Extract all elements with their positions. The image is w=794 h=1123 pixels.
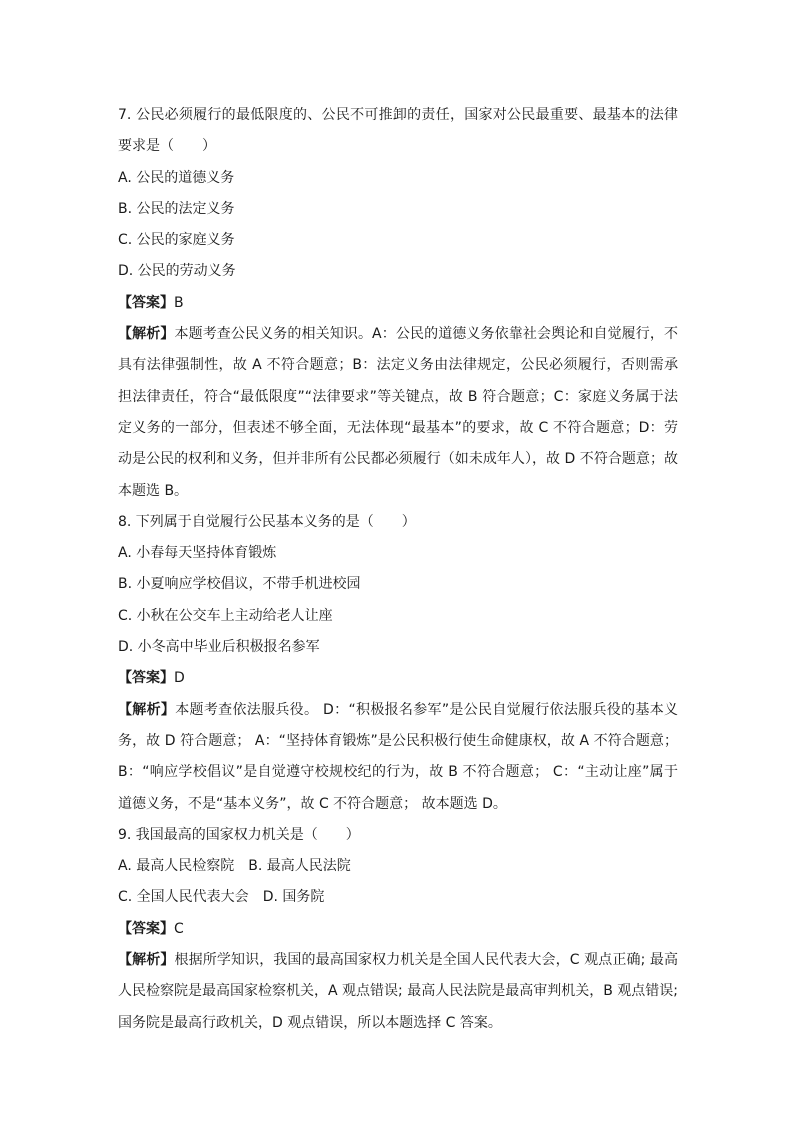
option-b: B. 最高人民法院 <box>248 858 351 875</box>
answer-value: D <box>174 670 185 687</box>
option-a: A. 公民的道德义务 <box>118 169 235 186</box>
option-a: A. 最高人民检察院 <box>118 858 235 875</box>
analysis-block <box>118 695 678 820</box>
analysis-text: 本题考查公民义务的相关知识。A：公民的道德义务依靠社会舆论和自觉履行，不具有法律强制性，故 A 不符合题意；B：法定义务由法律规定，公民必须履行，否则需承担法律责任，符合“最低限度”“法律要求”等关键点，故 B 符合题意；C：家庭义务属于法定义务的一部分，但表述不够全面，无法体现“最基本”的要求，故 C 不符合题意；D：劳动是公民的权利和义务，但并非所有公民都必须履行（如未成年人），故 D 不符合题意；故本题选 B。 <box>118 326 679 499</box>
option-c: C. 全国人民代表大会 <box>118 889 249 906</box>
option-row-ab <box>118 851 678 882</box>
answer-label: 【答案】 <box>118 670 174 687</box>
option-d: D. 公民的劳动义务 <box>118 263 236 280</box>
answer-line <box>118 914 678 945</box>
document-content <box>118 100 678 1039</box>
answer-line <box>118 663 678 694</box>
question-8 <box>118 507 678 820</box>
analysis-text: 本题考查依法服兵役。 D：“积极报名参军”是公民自觉履行依法服兵役的基本义务，故 D 符合题意； A：“坚持体育锻炼”是公民积极行使生命健康权，故 A 不符合题意；B：“响应学校倡议”是自觉遵守校规校纪的行为，故 B 不符合题意； C：“主动让座”属于道德义务，不是“基本义务”，故 C 不符合题意； 故本题选 D。 <box>118 701 679 812</box>
question-9 <box>118 820 678 1039</box>
question-stem: 9. 我国最高的国家权力机关是（ ） <box>118 826 360 843</box>
option-a: A. 小春每天坚持体育锻炼 <box>118 545 277 562</box>
answer-value: C <box>174 920 184 937</box>
option-c: C. 小秋在公交车上主动给老人让座 <box>118 607 333 624</box>
option-b: B. 小夏响应学校倡议，不带手机进校园 <box>118 576 361 593</box>
analysis-label: 【解析】 <box>118 326 175 343</box>
question-stem: 8. 下列属于自觉履行公民基本义务的是（ ） <box>118 513 416 530</box>
option-b: B. 公民的法定义务 <box>118 200 235 217</box>
analysis-label: 【解析】 <box>118 952 175 969</box>
option-d: D. 小冬高中毕业后积极报名参军 <box>118 639 320 656</box>
answer-value: B <box>174 294 184 311</box>
option-c: C. 公民的家庭义务 <box>118 232 235 249</box>
analysis-label: 【解析】 <box>118 701 176 718</box>
answer-line <box>118 288 678 319</box>
question-7 <box>118 100 678 507</box>
analysis-block <box>118 945 678 1039</box>
answer-label: 【答案】 <box>118 920 174 937</box>
analysis-text: 根据所学知识，我国的最高国家权力机关是全国人民代表大会，C 观点正确; 最高人民检察院是最高国家检察机关，A 观点错误; 最高人民法院是最高审判机关，B 观点错误; 国务院是最高行政机关，D 观点错误，所以本题选择 C 答案。 <box>118 952 679 1031</box>
question-stem: 7. 公民必须履行的最低限度的、公民不可推卸的责任，国家对公民最重要、最基本的法律要求是（ ） <box>118 107 678 155</box>
option-row-cd <box>118 882 678 913</box>
analysis-block <box>118 319 678 507</box>
option-d: D. 国务院 <box>262 889 325 906</box>
answer-label: 【答案】 <box>118 294 174 311</box>
